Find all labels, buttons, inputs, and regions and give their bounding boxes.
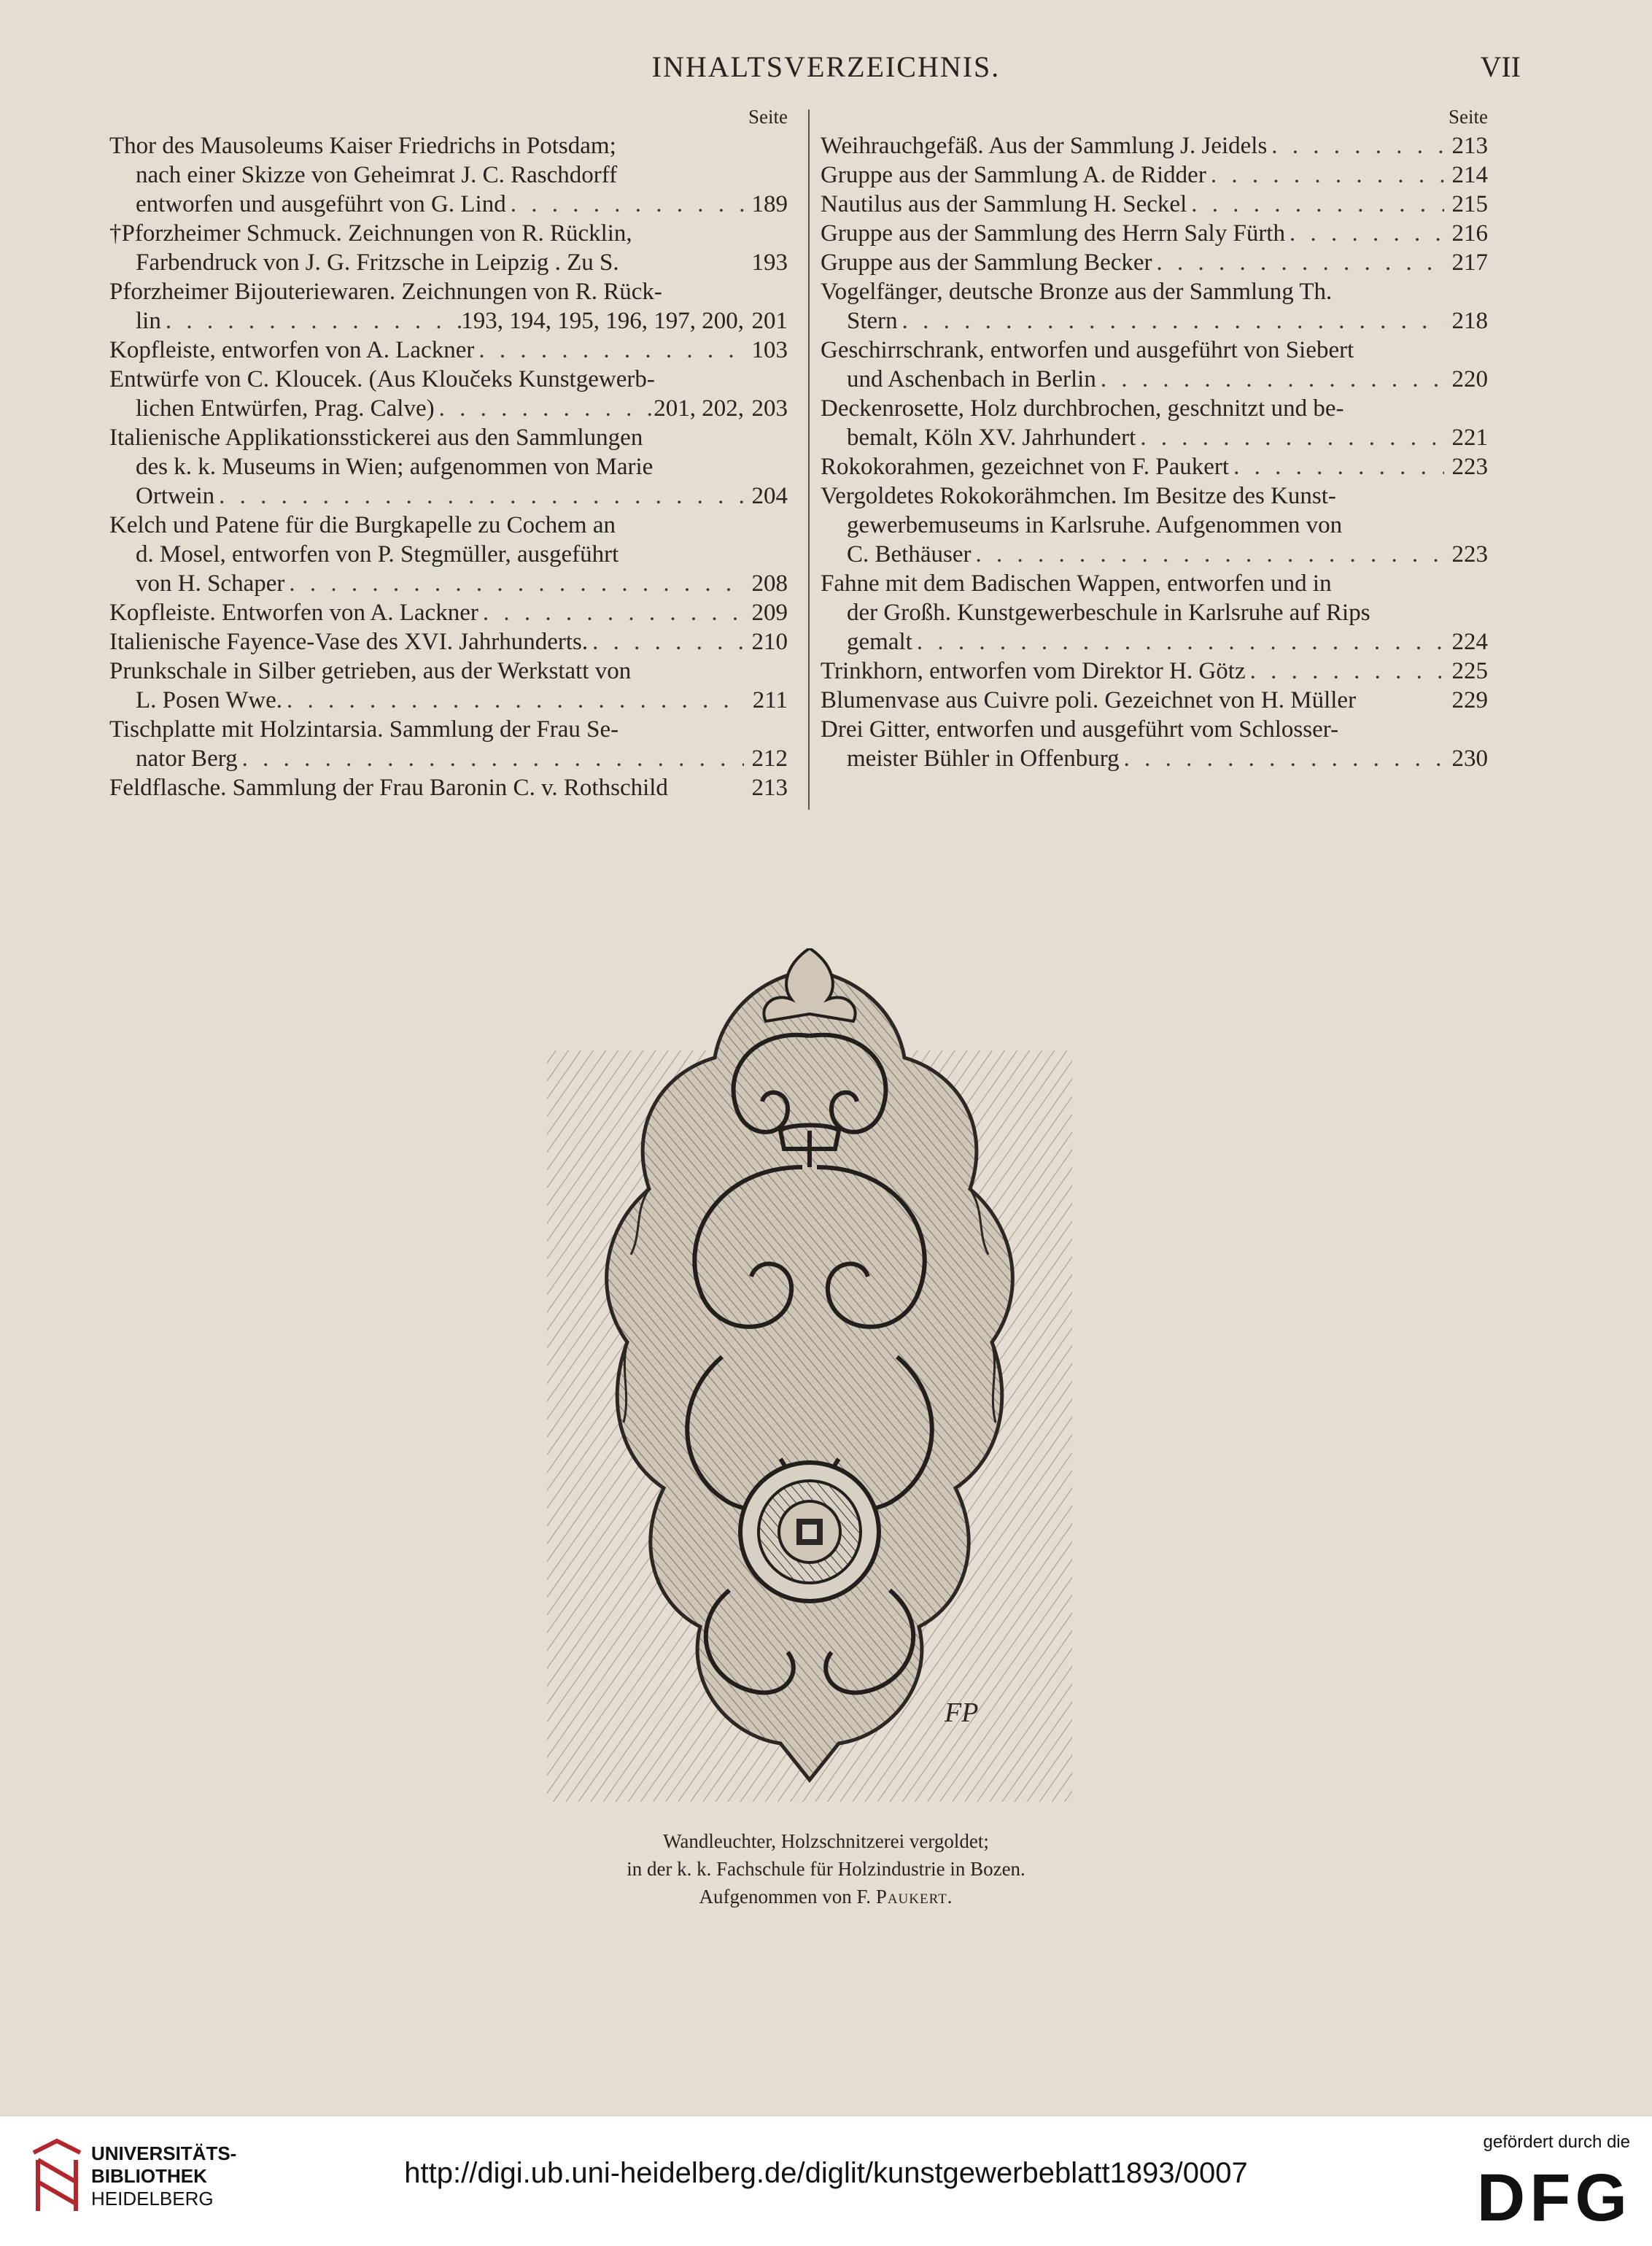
toc-entry-line — [821, 627, 1488, 657]
toc-page-number: 213 — [1451, 133, 1488, 159]
toc-entry-line — [821, 569, 1488, 598]
leader-dots — [474, 336, 744, 365]
svg-text:FP: FP — [945, 1697, 979, 1728]
toc-page-number: 193 — [751, 249, 788, 276]
toc-entry-line — [821, 715, 1488, 744]
toc-entry — [109, 423, 788, 511]
toc-entry-text: und Aschenbach in Berlin — [847, 366, 1096, 392]
toc-entry-line — [109, 423, 788, 452]
leader-dots — [1229, 452, 1444, 481]
toc-entry-text: nator Berg — [136, 746, 238, 772]
toc-entry-line — [109, 277, 788, 306]
toc-entry-line — [821, 481, 1488, 511]
toc-entry-line — [109, 160, 788, 190]
leader-dots — [214, 481, 744, 511]
toc-entry — [109, 627, 788, 657]
toc-entry-text: Kopfleiste. Entworfen von A. Lackner — [109, 600, 478, 626]
toc-page-number: 189 — [751, 191, 788, 217]
toc-entry-text: lichen Entwürfen, Prag. Calve) — [136, 395, 435, 422]
digitization-footer — [0, 2115, 1652, 2246]
leader-dots — [1285, 219, 1444, 248]
leader-dots — [912, 627, 1444, 657]
toc-entry-line — [109, 365, 788, 394]
leader-dots — [1096, 365, 1444, 394]
toc-page-number: 204 — [751, 483, 788, 509]
toc-entry-line — [821, 686, 1488, 715]
toc-page-number: 214 — [1451, 162, 1488, 188]
toc-entry-text: L. Posen Wwe. — [136, 687, 283, 713]
column-divider — [808, 109, 810, 810]
toc-left-column — [109, 102, 788, 802]
toc-entry-text: Feldflasche. Sammlung der Frau Baronin C. v. Rothschild — [109, 775, 668, 801]
toc-entry-line — [821, 598, 1488, 627]
toc-entry — [109, 511, 788, 598]
caption-line-1: Wandleuchter, Holzschnitzerei vergoldet; — [663, 1830, 989, 1852]
toc-entry-text: Italienische Applikationsstickerei aus den Sammlungen — [109, 425, 643, 451]
toc-entry-text: entworfen und ausgeführt von G. Lind — [136, 191, 506, 217]
toc-entry — [821, 394, 1488, 452]
toc-entry-line — [109, 131, 788, 160]
toc-entry — [821, 657, 1488, 686]
toc-entry-text: C. Bethäuser — [847, 541, 972, 568]
toc-entry-line — [109, 452, 788, 481]
toc-entry-text: †Pforzheimer Schmuck. Zeichnungen von R. Rücklin, — [109, 220, 632, 247]
toc-entry — [109, 365, 788, 423]
toc-page-number: 221 — [1451, 425, 1488, 451]
toc-entry-text: Vogelfänger, deutsche Bronze aus der Sammlung Th. — [821, 279, 1333, 305]
toc-right-column — [821, 102, 1488, 773]
toc-entry-text: Drei Gitter, entworfen und ausgeführt vom Schlosser- — [821, 716, 1339, 743]
toc-right-list — [821, 131, 1488, 773]
toc-entry — [821, 715, 1488, 773]
toc-entry-text: Tischplatte mit Holzintarsia. Sammlung der Frau Se- — [109, 716, 619, 743]
toc-entry-text: Pforzheimer Bijouteriewaren. Zeichnungen von R. Rück- — [109, 279, 662, 305]
running-head — [0, 45, 1652, 89]
leader-dots — [282, 686, 744, 715]
toc-entry-text: Blumenvase aus Cuivre poli. Gezeichnet von H. Müller — [821, 687, 1357, 713]
toc-entry-text: Entwürfe von C. Kloucek. (Aus Kloučeks Kunstgewerb- — [109, 366, 655, 392]
toc-entry-text: meister Bühler in Offenburg — [847, 746, 1120, 772]
toc-entry-text: Gruppe aus der Sammlung A. de Ridder — [821, 162, 1206, 188]
toc-entry — [821, 277, 1488, 336]
leader-dots — [1267, 131, 1444, 160]
leader-dots — [898, 306, 1444, 336]
toc-entry-line — [821, 511, 1488, 540]
toc-entry-text: Stern — [847, 308, 898, 334]
caption-line-3 — [0, 1883, 1652, 1910]
toc-entry — [821, 131, 1488, 160]
toc-page-number: 201 — [751, 308, 788, 334]
toc-entry-text: Geschirrschrank, entworfen und ausgeführt von Siebert — [821, 337, 1354, 363]
toc-entry — [109, 336, 788, 365]
toc-entry-line — [821, 540, 1488, 569]
toc-page-number: 215 — [1451, 191, 1488, 217]
toc-entry-line — [821, 306, 1488, 336]
seite-label-left: Seite — [748, 106, 788, 128]
toc-entry-text: der Großh. Kunstgewerbeschule in Karlsruhe auf Rips — [847, 600, 1370, 626]
leader-dots — [284, 569, 744, 598]
toc-entry — [109, 715, 788, 773]
toc-entry-text: Weihrauchgefäß. Aus der Sammlung J. Jeidels — [821, 133, 1268, 159]
toc-entry-text: Italienische Fayence-Vase des XVI. Jahrhunderts. — [109, 629, 589, 655]
toc-entry-text: Deckenrosette, Holz durchbrochen, geschnitzt und be- — [821, 395, 1344, 422]
toc-page-number: 213 — [751, 775, 788, 801]
caption-line-2: in der k. k. Fachschule für Holzindustrie in Bozen. — [627, 1858, 1025, 1880]
leader-dots — [1120, 744, 1444, 773]
toc-entry-line — [821, 744, 1488, 773]
toc-entry-line — [109, 773, 788, 802]
toc-entry — [821, 569, 1488, 657]
toc-entry-line — [821, 219, 1488, 248]
toc-entry-line — [109, 219, 788, 248]
toc-entry — [109, 657, 788, 715]
toc-entry-line — [821, 248, 1488, 277]
toc-entry-line — [109, 715, 788, 744]
toc-page-number: 224 — [1451, 629, 1488, 655]
toc-entry-text: von H. Schaper — [136, 570, 285, 597]
toc-entry-line — [109, 540, 788, 569]
toc-page-number: 218 — [1451, 308, 1488, 334]
toc-entry-line — [821, 277, 1488, 306]
toc-entry — [821, 481, 1488, 569]
leader-dots — [588, 627, 744, 657]
toc-entry-text: d. Mosel, entworfen von P. Stegmüller, ausgeführt — [136, 541, 619, 568]
toc-entry — [109, 219, 788, 277]
leader-dots — [506, 190, 744, 219]
toc-entry-text: gewerbemuseums in Karlsruhe. Aufgenommen von — [847, 512, 1343, 538]
toc-entry-text: bemalt, Köln XV. Jahrhundert — [847, 425, 1136, 451]
toc-page-number: 230 — [1451, 746, 1488, 772]
toc-page-number: 211 — [752, 687, 788, 713]
toc-entry — [109, 773, 788, 802]
toc-entry-text: gemalt — [847, 629, 912, 655]
toc-entry-text: Prunkschale in Silber getrieben, aus der Werkstatt von — [109, 658, 632, 684]
toc-entry-line — [109, 657, 788, 686]
toc-entry-line — [109, 394, 788, 423]
leader-dots — [1246, 657, 1444, 686]
toc-entry — [109, 131, 788, 219]
toc-page-number: 223 — [1451, 541, 1488, 568]
toc-entry-line — [821, 423, 1488, 452]
toc-entry-text: Ortwein — [136, 483, 215, 509]
toc-entry-text: Thor des Mausoleums Kaiser Friedrichs in Potsdam; — [109, 133, 616, 159]
leader-dots — [161, 306, 461, 336]
toc-entry-line — [821, 394, 1488, 423]
toc-entry-line — [109, 481, 788, 511]
leader-dots — [435, 394, 654, 423]
funder-label: gefördert durch die — [1483, 2132, 1630, 2152]
toc-page-number: 103 — [751, 337, 788, 363]
toc-page-number: 203 — [751, 395, 788, 422]
toc-entry-line — [109, 627, 788, 657]
toc-page-list: 201, 202, — [654, 395, 744, 422]
leader-dots — [1136, 423, 1444, 452]
toc-entry-text: lin — [136, 308, 161, 334]
leader-dots — [1206, 160, 1444, 190]
toc-page-list: 193, 194, 195, 196, 197, 200, — [461, 308, 744, 334]
page-title: INHALTSVERZEICHNIS. — [651, 50, 1001, 83]
toc-entry — [821, 219, 1488, 248]
toc-page-number: 208 — [751, 570, 788, 597]
toc-entry-line — [821, 190, 1488, 219]
toc-page-number: 229 — [1451, 687, 1488, 713]
toc-entry-line — [109, 248, 788, 277]
toc-entry-line — [109, 598, 788, 627]
toc-entry-text: Rokokorahmen, gezeichnet von F. Paukert — [821, 454, 1230, 480]
toc-entry-text: Trinkhorn, entworfen vom Direktor H. Götz — [821, 658, 1246, 684]
toc-left-list — [109, 131, 788, 802]
toc-page-number: 210 — [751, 629, 788, 655]
toc-entry — [109, 277, 788, 336]
caption-author-name: Paukert. — [875, 1886, 953, 1908]
toc-entry — [821, 160, 1488, 190]
leader-dots — [1187, 190, 1444, 219]
toc-entry — [821, 452, 1488, 481]
toc-entry-text: nach einer Skizze von Geheimrat J. C. Raschdorff — [136, 162, 618, 188]
toc-entry-line — [821, 365, 1488, 394]
figure-caption — [0, 1827, 1652, 1910]
caption-line-3-prefix: Aufgenommen von F. — [699, 1886, 872, 1908]
toc-page-number: 225 — [1451, 658, 1488, 684]
library-line-2: BIBLIOTHEK — [91, 2165, 207, 2187]
toc-entry-text: Gruppe aus der Sammlung des Herrn Saly Fürth — [821, 220, 1285, 247]
toc-entry — [821, 336, 1488, 394]
toc-entry-line — [821, 160, 1488, 190]
toc-entry-line — [109, 190, 788, 219]
toc-entry-line — [109, 511, 788, 540]
leader-dots — [238, 744, 744, 773]
toc-entry-line — [821, 657, 1488, 686]
wall-sconce-illustration — [540, 948, 1079, 1809]
leader-dots — [478, 598, 744, 627]
toc-entry-line — [821, 452, 1488, 481]
toc-page-number: 216 — [1451, 220, 1488, 247]
toc-entry-text: Vergoldetes Rokokorähmchen. Im Besitze des Kunst- — [821, 483, 1336, 509]
toc-entry-text: Fahne mit dem Badischen Wappen, entworfen und in — [821, 570, 1332, 597]
toc-page-number: 209 — [751, 600, 788, 626]
library-line-3: HEIDELBERG — [91, 2188, 214, 2210]
dfg-logo: DFG — [1476, 2161, 1632, 2235]
toc-entry-text: Gruppe aus der Sammlung Becker — [821, 249, 1152, 276]
toc-entry — [821, 686, 1488, 715]
toc-page-number: 212 — [751, 746, 788, 772]
leader-dots — [1152, 248, 1444, 277]
toc-page-number: 220 — [1451, 366, 1488, 392]
leader-dots — [971, 540, 1444, 569]
toc-entry-text: Farbendruck von J. G. Fritzsche in Leipzig . Zu S. — [136, 249, 619, 276]
toc-entry-text: Nautilus aus der Sammlung H. Seckel — [821, 191, 1187, 217]
toc-entry-text: Kelch und Patene für die Burgkapelle zu Cochem an — [109, 512, 616, 538]
library-line-1: UNIVERSITÄTS- — [91, 2142, 237, 2164]
toc-entry-text: Kopfleiste, entworfen von A. Lackner — [109, 337, 475, 363]
toc-entry-line — [109, 569, 788, 598]
toc-entry — [109, 598, 788, 627]
toc-page-number: 217 — [1451, 249, 1488, 276]
toc-entry-line — [821, 336, 1488, 365]
seite-label-right: Seite — [1449, 106, 1488, 128]
toc-entry — [821, 190, 1488, 219]
toc-entry-line — [821, 131, 1488, 160]
toc-entry-line — [109, 336, 788, 365]
toc-entry — [821, 248, 1488, 277]
toc-entry-line — [109, 306, 788, 336]
toc-entry-text: des k. k. Museums in Wien; aufgenommen von Marie — [136, 454, 654, 480]
permalink-url[interactable]: http://digi.ub.uni-heidelberg.de/diglit/kunstgewerbeblatt1893/0007 — [404, 2157, 1248, 2189]
page-number: VII — [1480, 50, 1521, 83]
toc-page-number: 223 — [1451, 454, 1488, 480]
toc-entry-line — [109, 686, 788, 715]
toc-entry-line — [109, 744, 788, 773]
